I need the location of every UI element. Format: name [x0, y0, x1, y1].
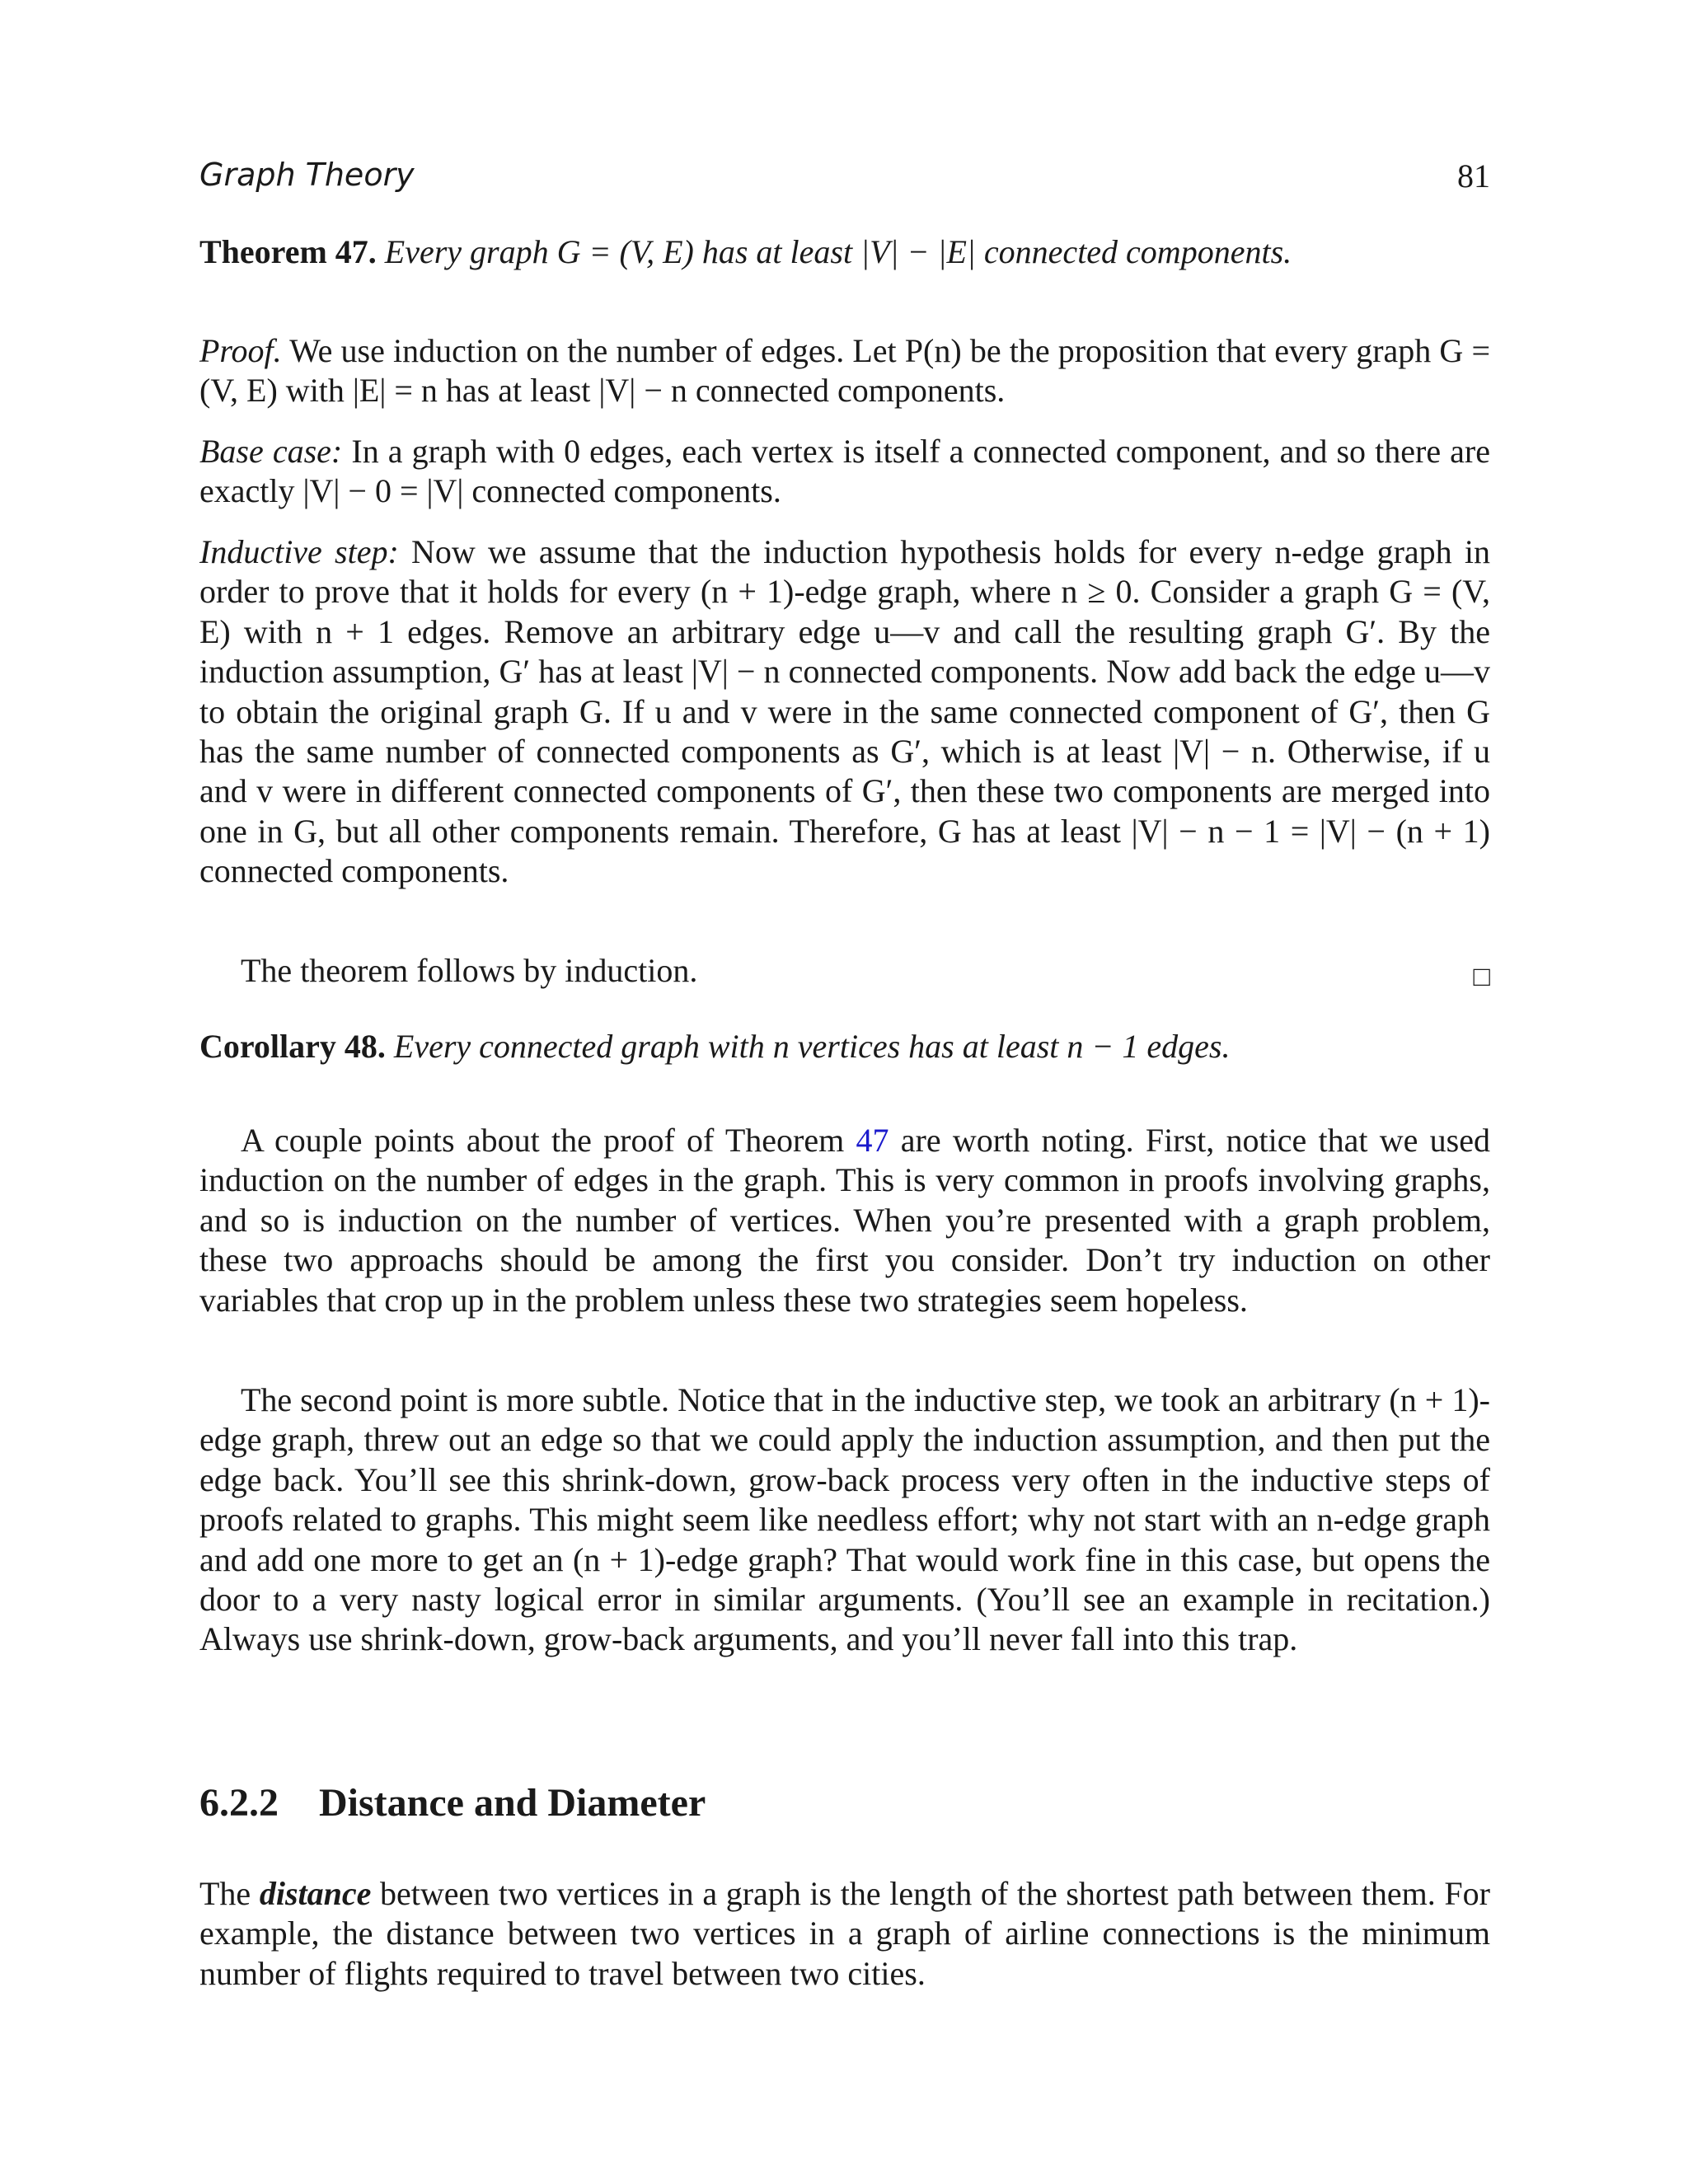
discussion-text-2: The second point is more subtle. Notice that in the inductive step, we took an arbitrary (n + 1)-edge graph, threw out an edge so that we could apply the induction assumption, and then put the edge back. You’ll see this shrink-down, grow-back process very often in the inductive steps of proofs related to graphs. This might seem like needless effort; why not start with an n-edge graph and add one more to get an (n + 1)-edge graph? That would work fine in this case, but opens the door to a very nasty logical error in similar arguments. (You’ll see an example in recitation.) Always use shrink-down, grow-back arguments, and you’ll never fall into this trap.	[199, 1381, 1490, 1658]
corollary-48	[199, 1027, 1490, 1066]
proof-conclusion-text: The theorem follows by induction.	[241, 952, 698, 989]
inductive-step	[199, 532, 1490, 892]
corollary-statement: Every connected graph with n vertices has at least n − 1 edges.	[393, 1028, 1231, 1065]
inductive-step-text: Now we assume that the induction hypothesis holds for every n-edge graph in order to prove that it holds for every (n + 1)-edge graph, where n ≥ 0. Consider a graph G = (V, E) with n + 1 edges. Remove an arbitrary edge u—v and call the resulting graph G′. By the induction assumption, G′ has at least |V| − n connected components. Now add back the edge u—v to obtain the original graph G. If u and v were in the same connected component of G′, then G has the same number of connected components as G′, which is at least |V| − n. Otherwise, if u and v were in different connected components of G′, then these two components are merged into one in G, but all other components remain. Therefore, G has at least |V| − n − 1 = |V| − (n + 1) connected components.	[199, 533, 1490, 890]
inductive-step-label: Inductive step:	[199, 533, 399, 570]
corollary-label: Corollary 48.	[199, 1028, 386, 1065]
theorem-47	[199, 232, 1490, 272]
section-heading	[199, 1780, 706, 1825]
section-title: Distance and Diameter	[319, 1781, 706, 1825]
distance-intro-word: The	[199, 1875, 251, 1912]
proof-intro-text: We use induction on the number of edges. Let P(n) be the proposition that every graph G = (V, E) with |E| = n has at least |V| − n connected components.	[199, 332, 1490, 410]
base-case-label: Base case:	[199, 433, 343, 470]
proof-intro	[199, 331, 1490, 411]
proof-conclusion	[199, 951, 1490, 991]
discussion-paragraph-1	[199, 1121, 1490, 1320]
distance-paragraph	[199, 1874, 1490, 1994]
base-case-text: In a graph with 0 edges, each vertex is itself a connected component, and so there are exactly |V| − 0 = |V| connected components.	[199, 433, 1491, 510]
page-number: 81	[1457, 157, 1490, 194]
theorem-statement: Every graph G = (V, E) has at least |V| − |E| connected components.	[384, 233, 1292, 270]
qed-symbol: □	[1473, 962, 1490, 992]
distance-term: distance	[259, 1875, 372, 1912]
discussion-text-end: are worth noting. First, notice that we used induction on the number of edges in the graph. This is very common in proofs involving graphs, and so is induction on the number of vertices. When you’re presented with a graph problem, these two approachs should be among the first you consider. Don’t try induction on other variables that crop up in the problem unless these two strategies seem hopeless.	[199, 1122, 1490, 1319]
section-number: 6.2.2	[199, 1781, 279, 1825]
proof-label: Proof.	[199, 332, 282, 369]
base-case	[199, 432, 1490, 512]
distance-definition-text: between two vertices in a graph is the length of the shortest path between them. For example, the distance between two vertices in a graph of airline connections is the minimum number of flights required to travel between two cities.	[199, 1875, 1490, 1992]
running-title: Graph Theory	[199, 157, 415, 193]
theorem-label: Theorem 47.	[199, 233, 377, 270]
discussion-text-start: A couple points about the proof of Theorem	[241, 1122, 845, 1159]
discussion-paragraph-2	[199, 1380, 1490, 1660]
page-header	[199, 157, 1490, 203]
theorem-reference-link[interactable]: 47	[856, 1122, 889, 1159]
